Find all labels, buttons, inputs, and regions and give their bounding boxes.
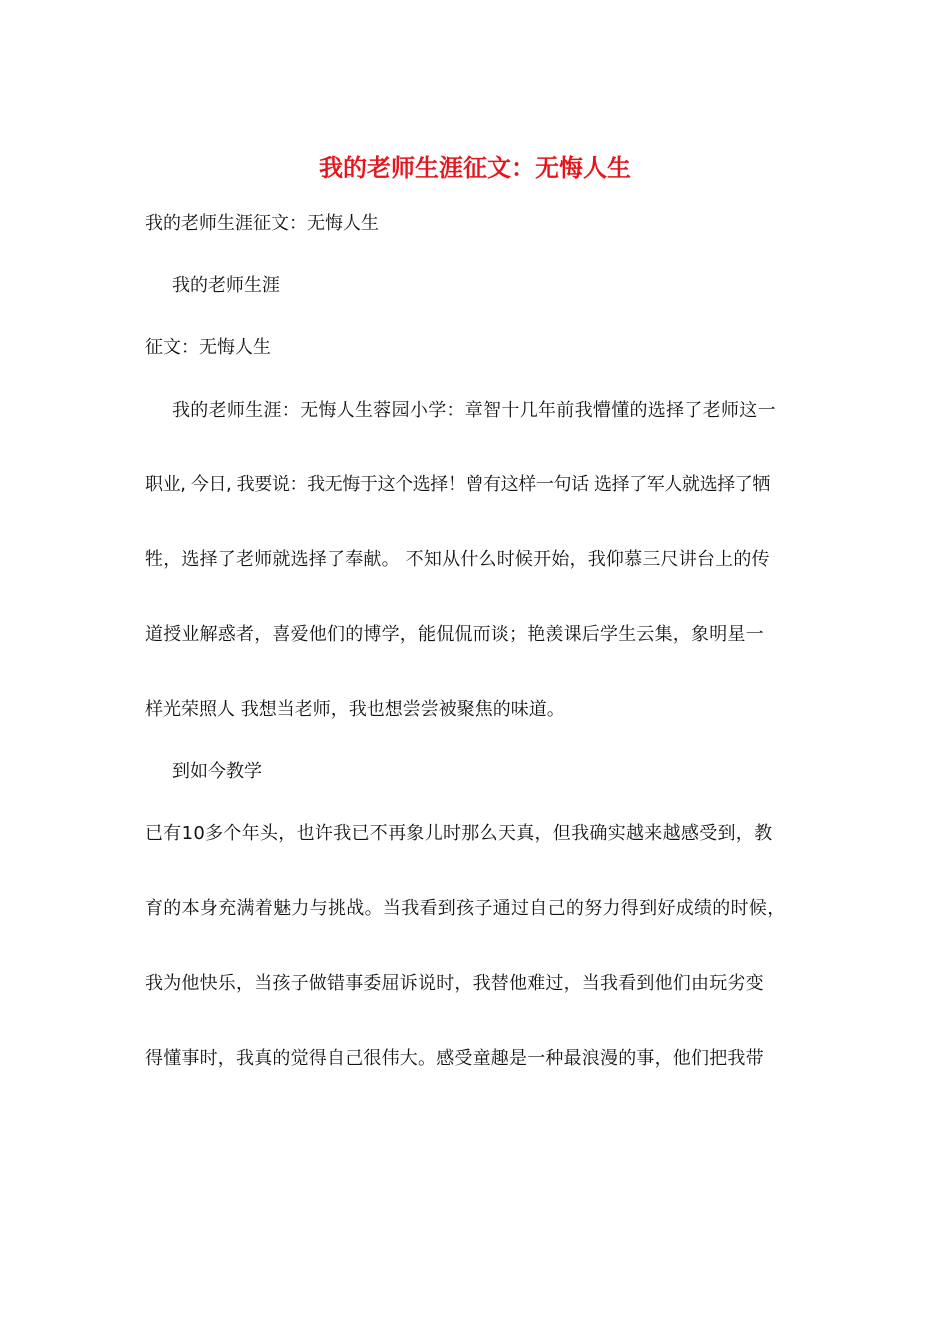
paragraph-line: 我的老师生涯：无悔人生蓉园小学：章智十几年前我懵懂的选择了老师这一 — [172, 400, 776, 421]
paragraph-line: 样光荣照人 我想当老师，我也想尝尝被聚焦的味道。 — [145, 699, 565, 720]
paragraph-line: 育的本身充满着魅力与挑战。当我看到孩子通过自己的努力得到好成绩的时候， — [145, 898, 786, 919]
paragraph-line: 到如今教学 — [172, 761, 262, 782]
paragraph-line: 牲，选择了老师就选择了奉献。 不知从什么时候开始，我仰慕三尺讲台上的传 — [145, 549, 770, 570]
subheading-line: 我的老师生涯 — [172, 275, 280, 296]
paragraph-line: 道授业解惑者，喜爱他们的博学，能侃侃而谈；艳羡课后学生云集，象明星一 — [145, 624, 764, 645]
document-title: 我的老师生涯征文：无悔人生 — [319, 153, 631, 182]
paragraph-line: 职业, 今日, 我要说：我无悔于这个选择！曾有这样一句话 选择了军人就选择了牺 — [145, 474, 771, 495]
heading-line: 我的老师生涯征文：无悔人生 — [145, 213, 379, 234]
paragraph-line: 我为他快乐，当孩子做错事委屈诉说时，我替他难过，当我看到他们由玩劣变 — [145, 973, 764, 994]
paragraph-line: 得懂事时，我真的觉得自己很伟大。感受童趣是一种最浪漫的事，他们把我带 — [145, 1048, 764, 1069]
subheading-line: 征文：无悔人生 — [145, 337, 271, 358]
paragraph-line: 已有10多个年头，也许我已不再象儿时那么天真，但我确实越来越感受到，教 — [145, 823, 773, 844]
